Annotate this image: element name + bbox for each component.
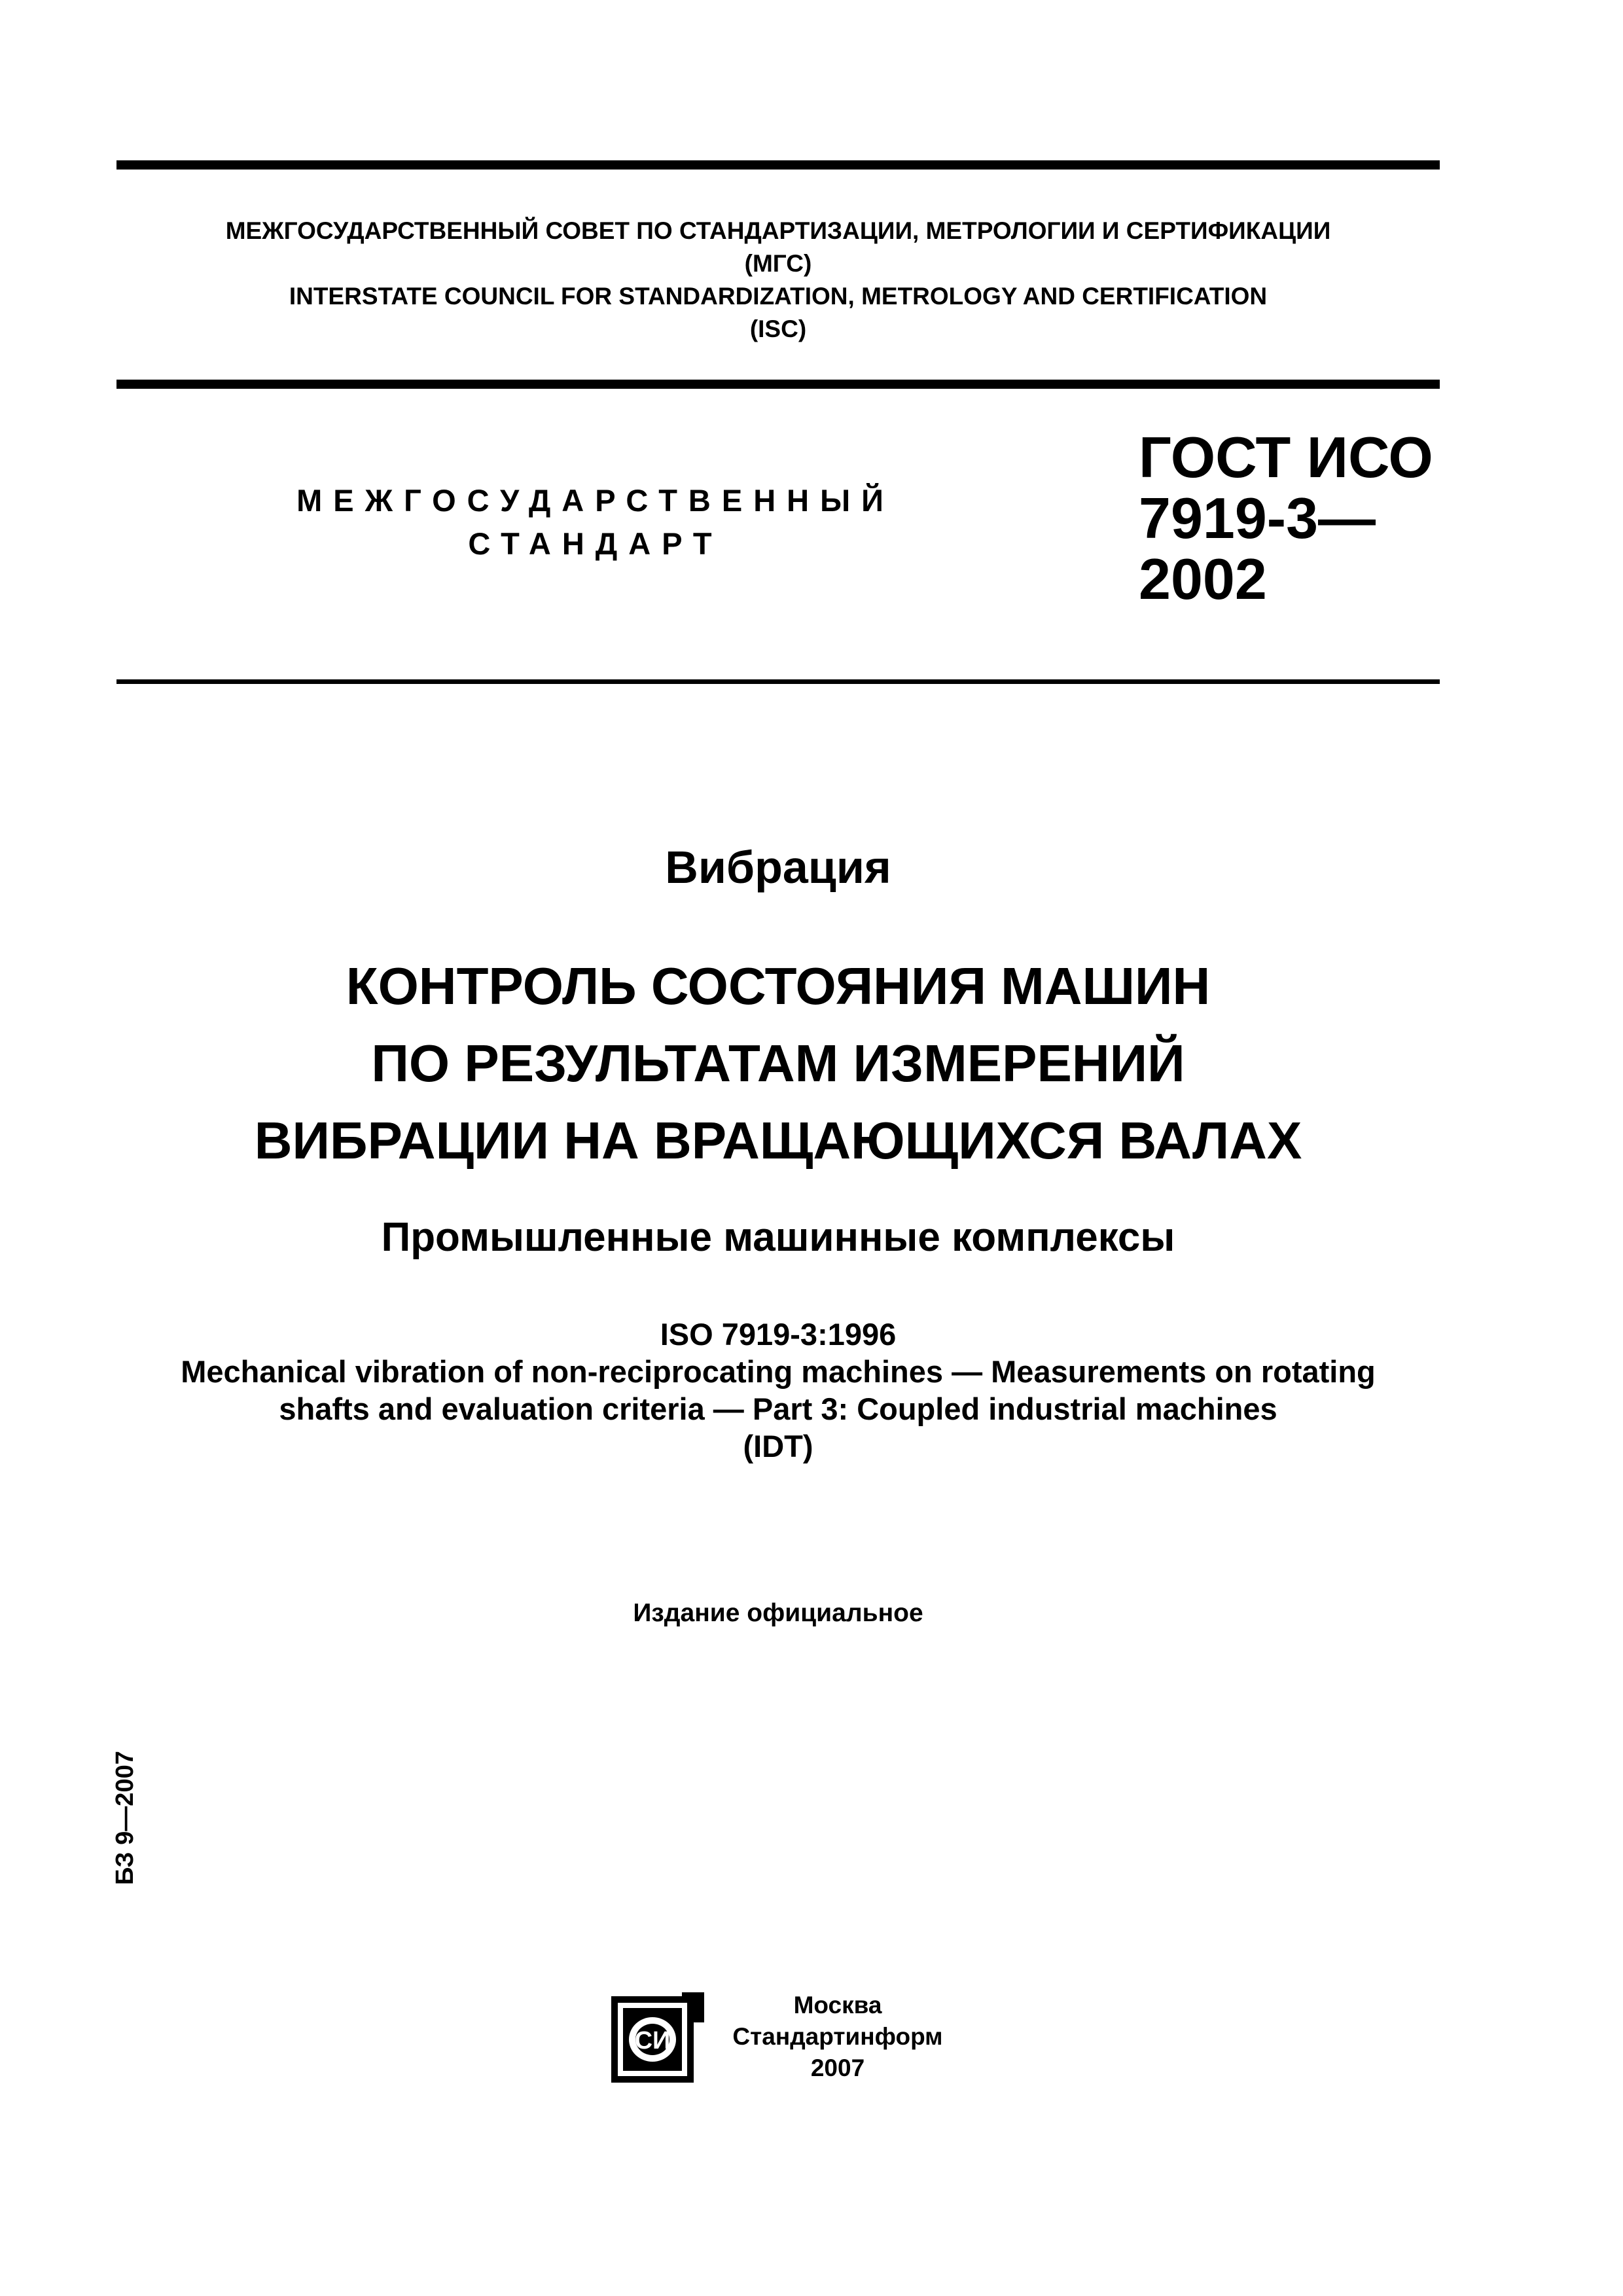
main-title-line1: КОНТРОЛЬ СОСТОЯНИЯ МАШИН (346, 957, 1211, 1015)
iso-title-line1: Mechanical vibration of non-reciprocating machines — Measurements on rotating (181, 1354, 1376, 1389)
subject-title: Вибрация (665, 842, 891, 893)
standard-type-line2: СТАНДАРТ (468, 526, 723, 561)
iso-reference (116, 1316, 1440, 1465)
designation-line3: 2002 (1139, 547, 1267, 611)
designation-bottom-rule (116, 679, 1440, 684)
designation-line2: 7919-3— (1139, 486, 1376, 550)
publisher-name: Стандартинформ (732, 2023, 943, 2050)
standard-type-label (249, 479, 942, 565)
main-title-line3: ВИБРАЦИИ НА ВРАЩАЮЩИХСЯ ВАЛАХ (254, 1111, 1302, 1170)
iso-title-line2: shafts and evaluation criteria — Part 3: Coupled industrial machines (279, 1391, 1277, 1426)
logo-graphic (609, 1990, 707, 2088)
header-bottom-rule (116, 380, 1440, 389)
publisher-city: Москва (793, 1992, 882, 2018)
council-name-ru: МЕЖГОСУДАРСТВЕННЫЙ СОВЕТ ПО СТАНДАРТИЗАЦИИ, МЕТРОЛОГИИ И СЕРТИФИКАЦИИ (225, 217, 1331, 244)
main-title-line2: ПО РЕЗУЛЬТАТАМ ИЗМЕРЕНИЙ (371, 1034, 1185, 1092)
edition-label: Издание официальное (633, 1599, 923, 1627)
council-name-en: INTERSTATE COUNCIL FOR STANDARDIZATION, METROLOGY AND CERTIFICATION (289, 283, 1268, 310)
subtitle: Промышленные машинные комплексы (381, 1215, 1175, 1260)
iso-number: ISO 7919-3:1996 (660, 1317, 897, 1352)
main-title (116, 948, 1440, 1179)
standartinform-logo-icon (609, 1990, 707, 2088)
standard-type-line1: МЕЖГОСУДАРСТВЕННЫЙ (296, 483, 895, 518)
publisher-block (726, 1990, 949, 2084)
standard-designation (1139, 427, 1433, 609)
side-code: БЗ 9—2007 (111, 1751, 139, 1885)
designation-line1: ГОСТ ИСО (1139, 425, 1433, 490)
publisher-year: 2007 (810, 2054, 865, 2081)
council-header (116, 215, 1440, 346)
logo-text: СИ (634, 2027, 671, 2054)
iso-equivalence: (IDT) (743, 1429, 813, 1463)
council-abbr-ru: (МГС) (744, 250, 812, 277)
council-abbr-en: (ISC) (749, 315, 807, 342)
top-rule (116, 160, 1440, 170)
